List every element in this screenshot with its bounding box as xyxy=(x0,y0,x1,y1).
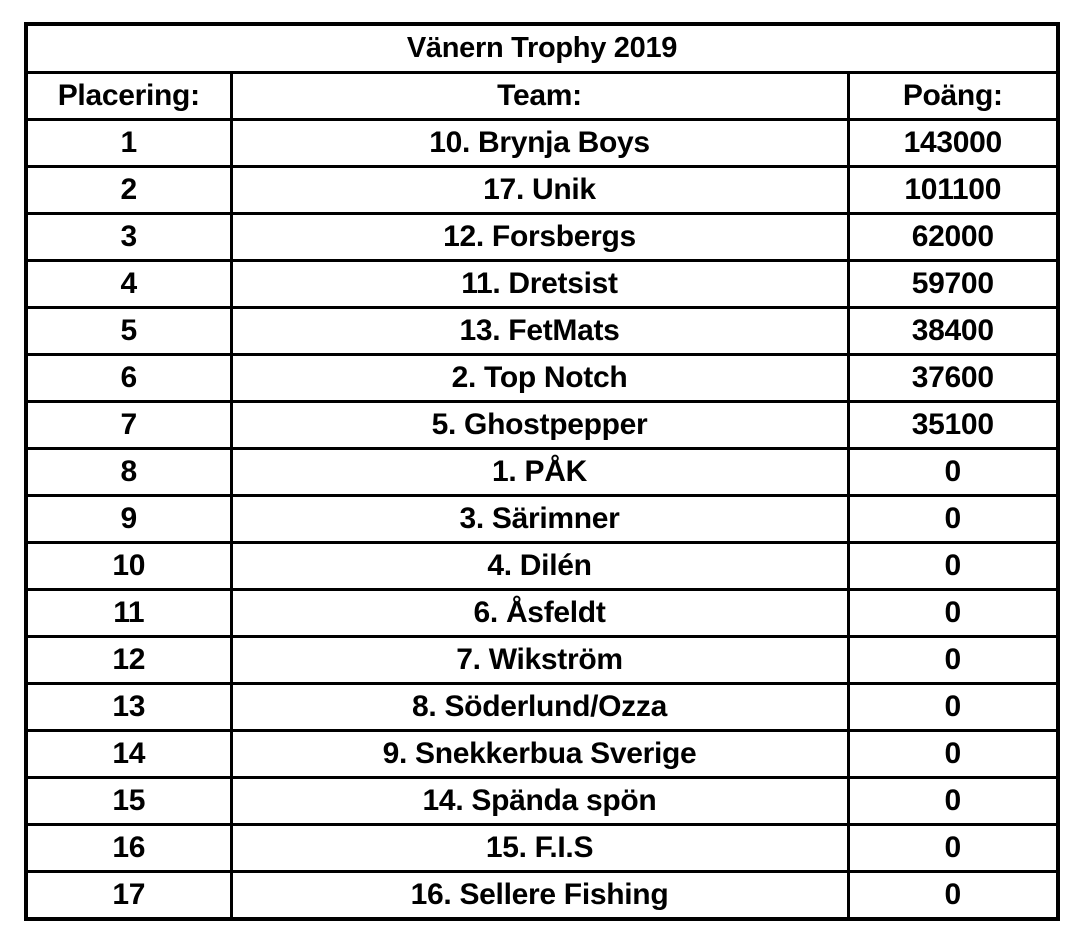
team-cell: 1. PÅK xyxy=(231,449,848,496)
placement-cell: 9 xyxy=(26,496,231,543)
points-cell: 37600 xyxy=(848,355,1058,402)
team-cell: 12. Forsbergs xyxy=(231,214,848,261)
header-team: Team: xyxy=(231,73,848,120)
standings-table xyxy=(24,22,1060,921)
placement-cell: 4 xyxy=(26,261,231,308)
table-row xyxy=(26,167,1058,214)
table-row xyxy=(26,872,1058,920)
points-cell: 143000 xyxy=(848,120,1058,167)
team-cell: 13. FetMats xyxy=(231,308,848,355)
placement-cell: 13 xyxy=(26,684,231,731)
team-cell: 17. Unik xyxy=(231,167,848,214)
points-cell: 35100 xyxy=(848,402,1058,449)
table-row xyxy=(26,355,1058,402)
table-row xyxy=(26,308,1058,355)
table-row xyxy=(26,684,1058,731)
table-row xyxy=(26,778,1058,825)
points-cell: 0 xyxy=(848,449,1058,496)
table-title: Vänern Trophy 2019 xyxy=(26,24,1058,73)
placement-cell: 17 xyxy=(26,872,231,920)
points-cell: 0 xyxy=(848,637,1058,684)
table-row xyxy=(26,402,1058,449)
points-cell: 0 xyxy=(848,684,1058,731)
placement-cell: 11 xyxy=(26,590,231,637)
team-cell: 4. Dilén xyxy=(231,543,848,590)
placement-cell: 1 xyxy=(26,120,231,167)
points-cell: 0 xyxy=(848,872,1058,920)
team-cell: 11. Dretsist xyxy=(231,261,848,308)
placement-cell: 2 xyxy=(26,167,231,214)
points-cell: 0 xyxy=(848,731,1058,778)
header-row xyxy=(26,73,1058,120)
table-row xyxy=(26,120,1058,167)
table-row xyxy=(26,496,1058,543)
points-cell: 38400 xyxy=(848,308,1058,355)
table-row xyxy=(26,543,1058,590)
team-cell: 5. Ghostpepper xyxy=(231,402,848,449)
placement-cell: 8 xyxy=(26,449,231,496)
table-row xyxy=(26,825,1058,872)
points-cell: 0 xyxy=(848,590,1058,637)
title-row xyxy=(26,24,1058,73)
team-cell: 16. Sellere Fishing xyxy=(231,872,848,920)
points-cell: 101100 xyxy=(848,167,1058,214)
placement-cell: 3 xyxy=(26,214,231,261)
table-row xyxy=(26,449,1058,496)
team-cell: 14. Spända spön xyxy=(231,778,848,825)
team-cell: 6. Åsfeldt xyxy=(231,590,848,637)
points-cell: 0 xyxy=(848,825,1058,872)
header-placement: Placering: xyxy=(26,73,231,120)
team-cell: 7. Wikström xyxy=(231,637,848,684)
team-cell: 15. F.I.S xyxy=(231,825,848,872)
team-cell: 2. Top Notch xyxy=(231,355,848,402)
standings-body xyxy=(26,120,1058,920)
team-cell: 3. Särimner xyxy=(231,496,848,543)
team-cell: 10. Brynja Boys xyxy=(231,120,848,167)
points-cell: 0 xyxy=(848,778,1058,825)
placement-cell: 14 xyxy=(26,731,231,778)
points-cell: 62000 xyxy=(848,214,1058,261)
header-points: Poäng: xyxy=(848,73,1058,120)
table-row xyxy=(26,590,1058,637)
table-row xyxy=(26,261,1058,308)
placement-cell: 15 xyxy=(26,778,231,825)
placement-cell: 12 xyxy=(26,637,231,684)
team-cell: 8. Söderlund/Ozza xyxy=(231,684,848,731)
placement-cell: 5 xyxy=(26,308,231,355)
team-cell: 9. Snekkerbua Sverige xyxy=(231,731,848,778)
points-cell: 0 xyxy=(848,543,1058,590)
points-cell: 0 xyxy=(848,496,1058,543)
placement-cell: 6 xyxy=(26,355,231,402)
table-row xyxy=(26,731,1058,778)
points-cell: 59700 xyxy=(848,261,1058,308)
placement-cell: 10 xyxy=(26,543,231,590)
table-row xyxy=(26,214,1058,261)
table-row xyxy=(26,637,1058,684)
placement-cell: 16 xyxy=(26,825,231,872)
placement-cell: 7 xyxy=(26,402,231,449)
